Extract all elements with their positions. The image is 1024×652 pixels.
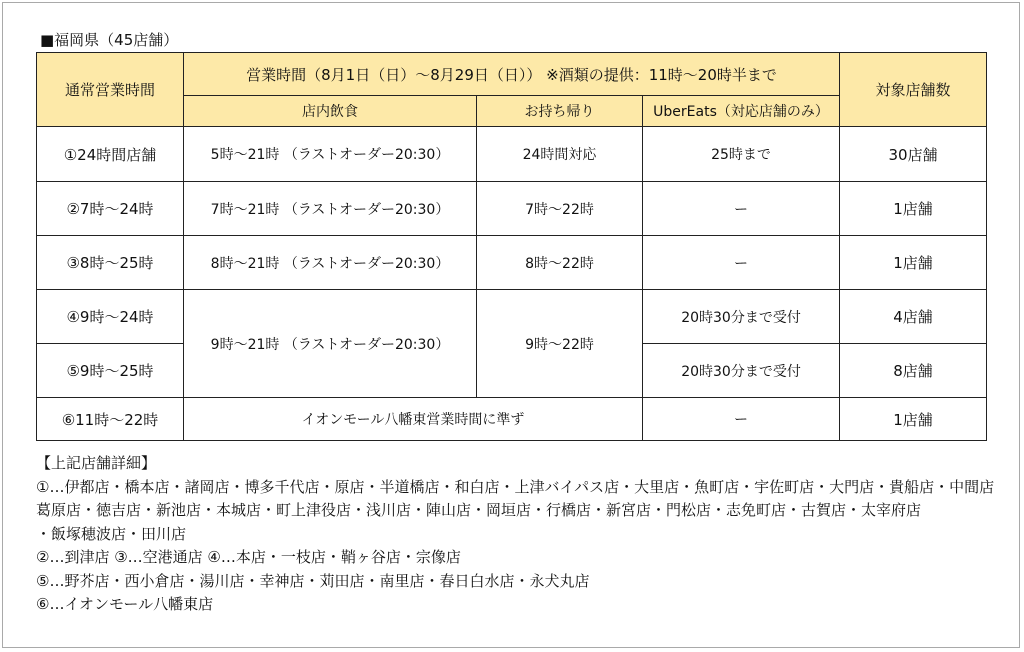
details-line: ・飯塚穂波店・田川店 (36, 524, 187, 543)
header-store-count: 対象店舗数 (840, 53, 987, 127)
store-count-cell: 8店舗 (840, 344, 987, 398)
combined-hours-cell: イオンモール八幡東営業時間に準ず (184, 398, 643, 441)
details-line: 葛原店・徳吉店・新池店・本城店・町上津役店・浅川店・陣山店・岡垣店・行橋店・新宮店・門松店・志免町店・古賀店・太宰府店 (36, 501, 922, 519)
dine-in-cell: 9時～21時 （ラストオーダー20:30） (184, 290, 477, 398)
takeout-cell: 24時間対応 (477, 127, 643, 182)
regular-hours-cell: ②7時～24時 (37, 182, 184, 236)
details-line: ①…伊都店・橋本店・諸岡店・博多千代店・原店・半道橋店・和白店・上津バイパス店・大里店・魚町店・宇佐町店・大門店・貴船店・中間店 (36, 477, 995, 496)
takeout-cell: 8時～22時 (477, 236, 643, 290)
table-row (37, 127, 987, 182)
ubereats-cell: 20時30分まで受付 (643, 290, 840, 344)
dine-in-cell: 5時～21時 （ラストオーダー20:30） (184, 127, 477, 182)
page-heading: ■福岡県（45店舗） (40, 31, 179, 49)
table-row (37, 236, 987, 290)
header-regular-hours: 通常営業時間 (37, 53, 184, 127)
ubereats-cell: ー (643, 236, 840, 290)
details-line: ②…到津店 ③…空港通店 ④…本店・一枝店・鞘ヶ谷店・宗像店 (36, 548, 461, 566)
store-count-cell: 4店舗 (840, 290, 987, 344)
store-details (36, 452, 994, 617)
header-ubereats: UberEats（対応店舗のみ） (643, 96, 840, 127)
table-row (37, 398, 987, 441)
ubereats-cell: 25時まで (643, 127, 840, 182)
takeout-cell: 7時～22時 (477, 182, 643, 236)
business-hours-table (36, 52, 987, 441)
regular-hours-cell: ④9時～24時 (37, 290, 184, 344)
dine-in-cell: 7時～21時 （ラストオーダー20:30） (184, 182, 477, 236)
ubereats-cell: ー (643, 182, 840, 236)
regular-hours-cell: ⑥11時～22時 (37, 398, 184, 441)
store-count-cell: 1店舗 (840, 236, 987, 290)
table-row (37, 290, 987, 344)
details-line: ⑤…野芥店・西小倉店・湯川店・幸神店・苅田店・南里店・春日白水店・永犬丸店 (36, 571, 590, 590)
header-business-hours: 営業時間（8月1日（日）～8月29日（日）） ※酒類の提供：11時～20時半まで (184, 53, 840, 96)
takeout-cell: 9時～22時 (477, 290, 643, 398)
store-count-cell: 1店舗 (840, 182, 987, 236)
header-dine-in: 店内飲食 (184, 96, 477, 127)
store-count-cell: 30店舗 (840, 127, 987, 182)
header-takeout: お持ち帰り (477, 96, 643, 127)
table-row (37, 182, 987, 236)
dine-in-cell: 8時～21時 （ラストオーダー20:30） (184, 236, 477, 290)
ubereats-cell: 20時30分まで受付 (643, 344, 840, 398)
store-count-cell: 1店舗 (840, 398, 987, 441)
regular-hours-cell: ③8時～25時 (37, 236, 184, 290)
ubereats-cell: ー (643, 398, 840, 441)
details-line: ⑥…イオンモール八幡東店 (36, 595, 214, 613)
details-title: 【上記店舗詳細】 (36, 454, 157, 472)
regular-hours-cell: ⑤9時～25時 (37, 344, 184, 398)
regular-hours-cell: ①24時間店舗 (37, 127, 184, 182)
